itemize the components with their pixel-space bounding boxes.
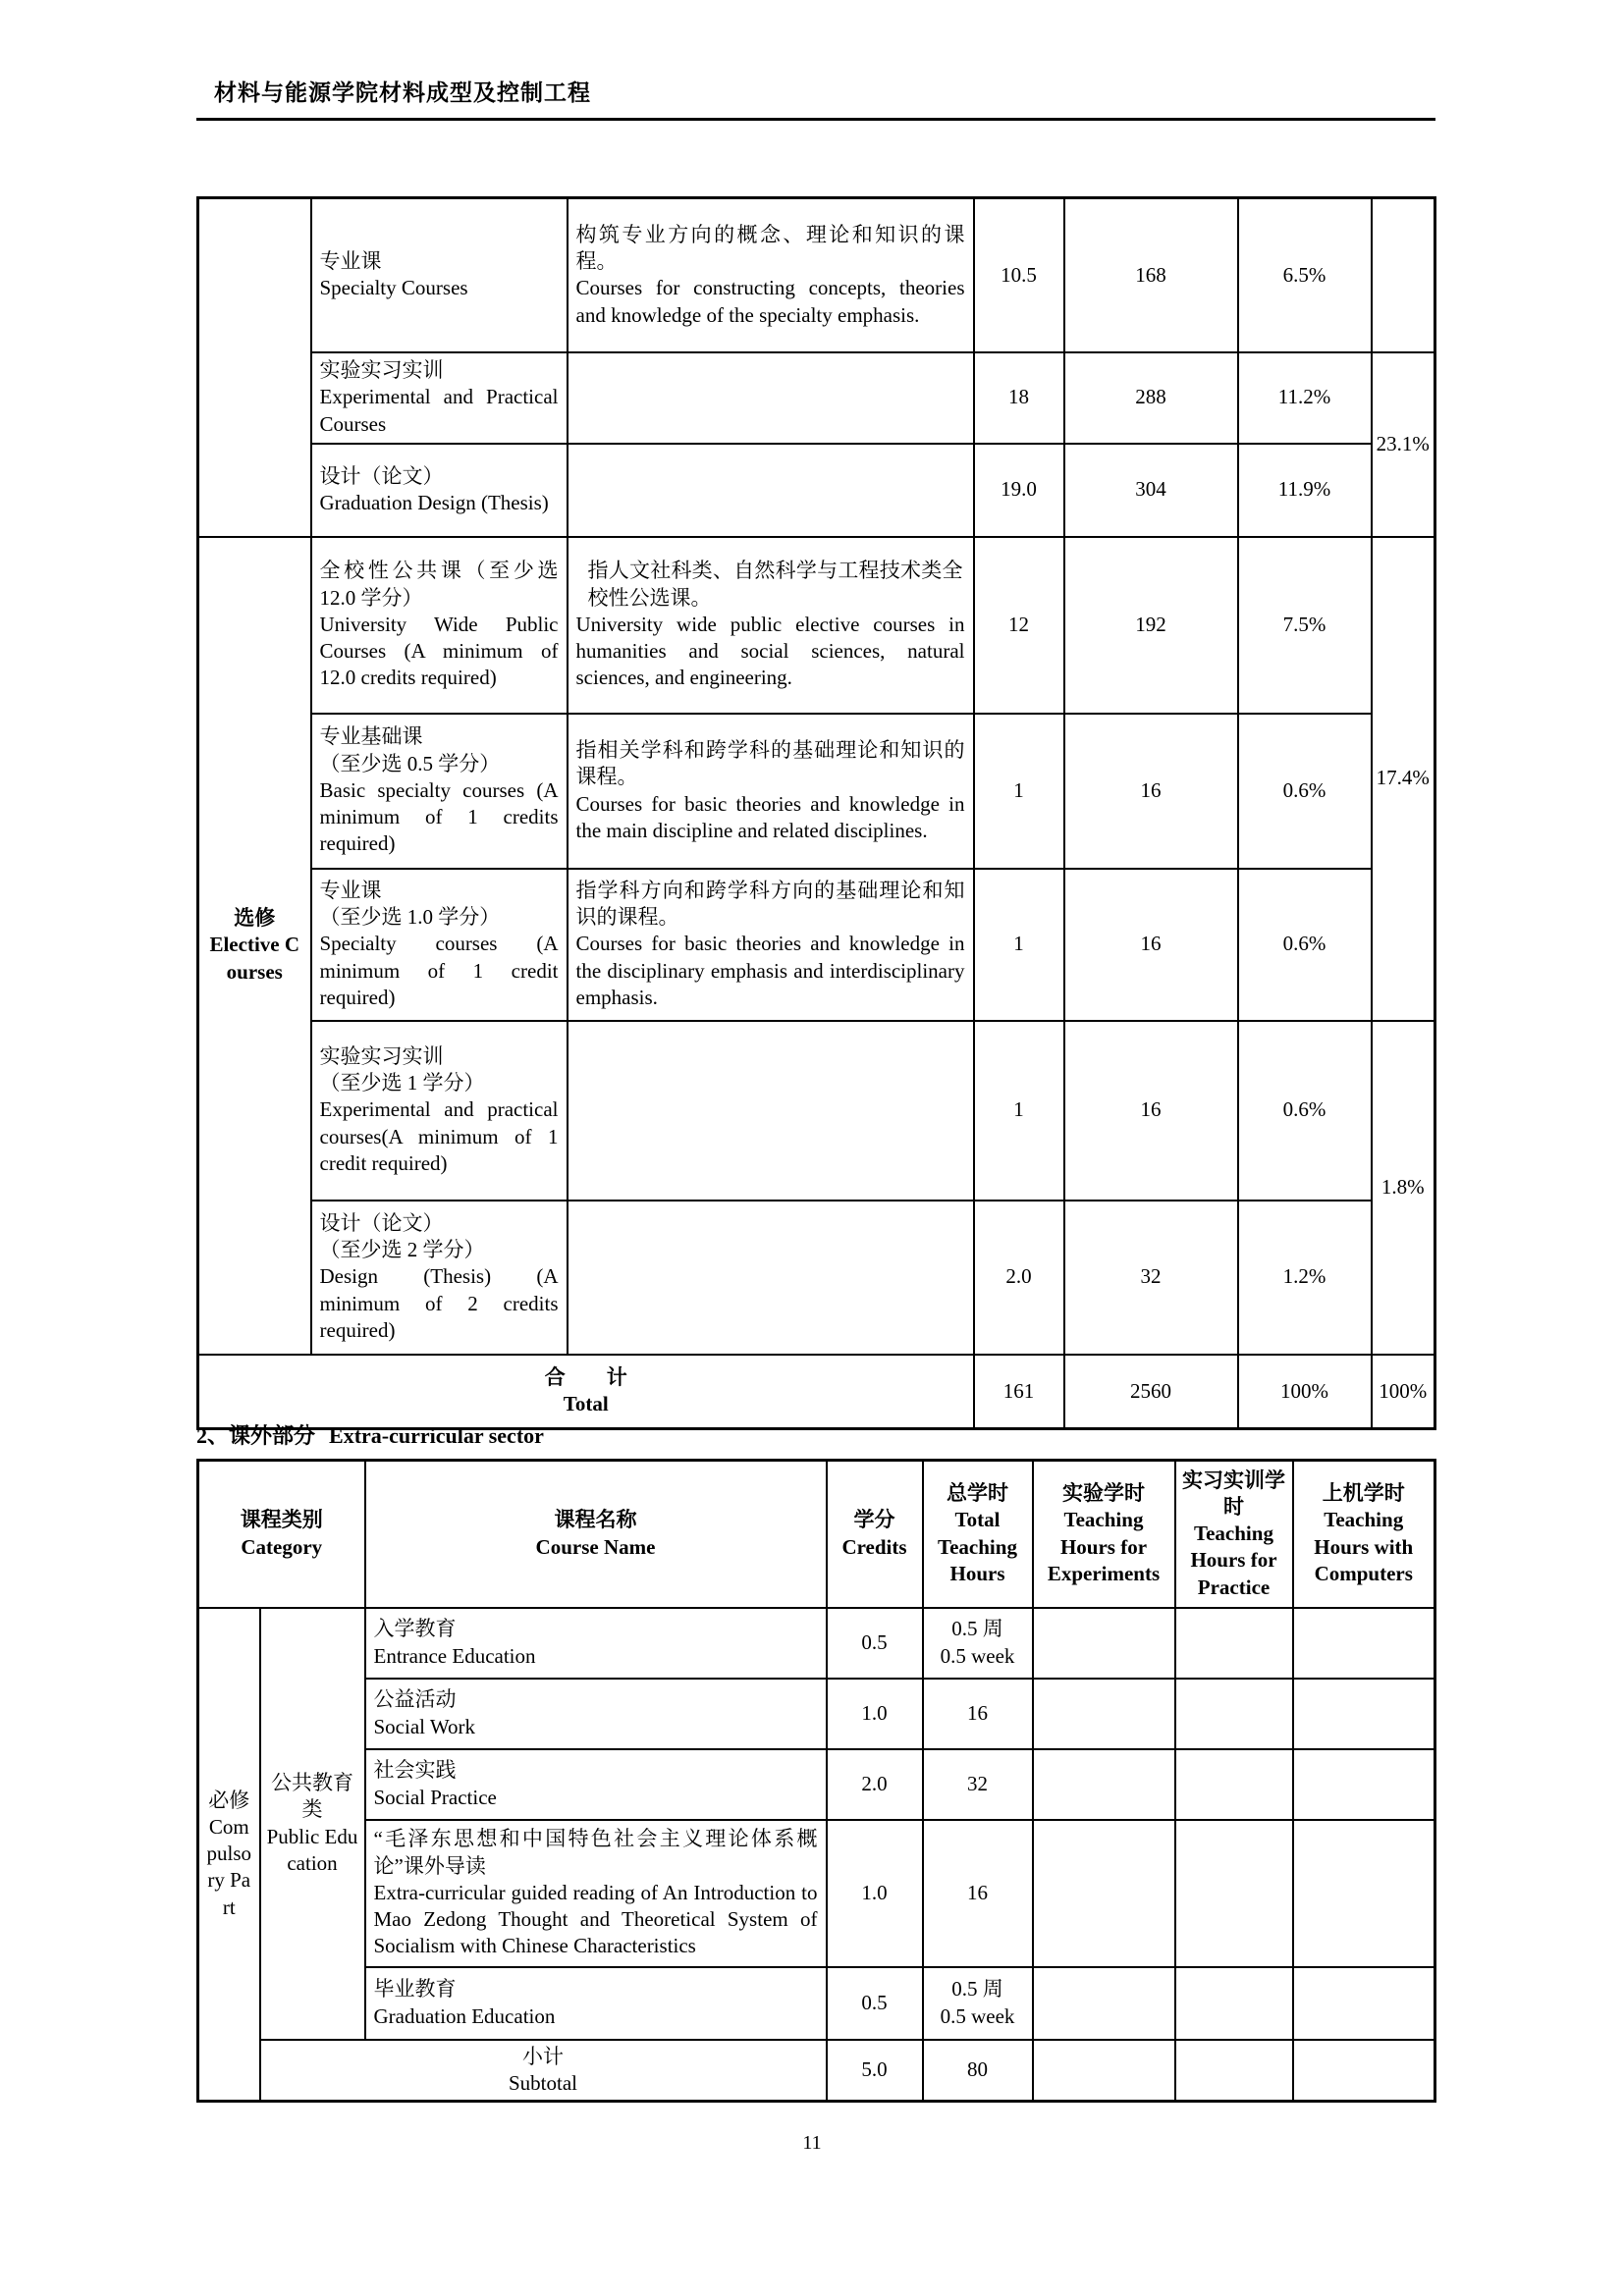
header-course-name-cell — [365, 1461, 827, 1608]
group-label-zh: 必修 — [208, 1788, 250, 1812]
table-row — [198, 1679, 1435, 1749]
description-zh: 指学科方向和跨学科方向的基础理论和知识的课程。 — [575, 878, 965, 930]
section-heading-en: Extra-curricular sector — [329, 1423, 544, 1448]
header-total-hours-cell — [923, 1461, 1033, 1608]
experiment-hours-cell-empty — [1033, 1820, 1175, 1967]
total-percent-cell: 100% — [1238, 1355, 1372, 1429]
practice-hours-cell-empty — [1175, 1967, 1293, 2040]
total-hours-cell: 2560 — [1064, 1355, 1238, 1429]
course-type-min: （至少选 1 学分） — [319, 1071, 485, 1095]
total-hours-cell: 16 — [923, 1679, 1033, 1749]
credits-cell: 1.0 — [827, 1679, 923, 1749]
description-cell — [568, 537, 974, 714]
course-type-en: Basic specialty courses (A minimum of 1 credits required) — [319, 777, 559, 856]
total-hours-cell — [923, 1608, 1033, 1679]
hours-line1: 0.5 周 — [951, 1977, 1003, 2002]
category-group-cell-compulsory — [198, 1608, 260, 2102]
hours-line2: 0.5 week — [940, 2003, 1015, 2028]
description-cell-empty — [568, 444, 974, 537]
subtotal-credits-cell: 5.0 — [827, 2040, 923, 2102]
percent-cell: 0.6% — [1238, 869, 1372, 1021]
header-en: Teaching Hours for Experiments — [1047, 1508, 1161, 1586]
course-en: Entrance Education — [373, 1643, 536, 1668]
page-header-title: 材料与能源学院材料成型及控制工程 — [214, 80, 591, 105]
header-credits-cell — [827, 1461, 923, 1608]
credits-cell: 10.5 — [974, 198, 1064, 352]
course-type-zh: 实验实习实训 — [319, 1043, 444, 1068]
header-practice-hours-cell — [1175, 1461, 1293, 1608]
subtotal-zh: 小计 — [522, 2044, 564, 2068]
description-cell — [568, 198, 974, 352]
header-zh: 上机学时 — [1322, 1481, 1405, 1506]
total-credits-cell: 161 — [974, 1355, 1064, 1429]
table-row — [198, 1608, 1435, 1679]
header-computer-hours-cell — [1293, 1461, 1435, 1608]
course-zh: 毕业教育 — [373, 1977, 457, 2002]
description-cell — [568, 869, 974, 1021]
course-name-cell — [365, 1679, 827, 1749]
header-zh: 实习实训学时 — [1182, 1468, 1285, 1519]
percent-cell: 0.6% — [1238, 1021, 1372, 1201]
course-type-zh: 设计（论文） — [319, 1210, 444, 1235]
course-type-en: Experimental and Practical Courses — [319, 385, 559, 436]
percent-cell: 6.5% — [1238, 198, 1372, 352]
course-type-en: Specialty courses (A minimum of 1 credit required) — [319, 932, 559, 1009]
course-type-zh: 专业课 — [319, 878, 382, 902]
description-cell-empty — [568, 1021, 974, 1201]
course-name-cell — [365, 1608, 827, 1679]
header-en: Teaching Hours for Practice — [1190, 1522, 1277, 1599]
course-type-zh: 实验实习实训 — [319, 358, 444, 383]
credits-cell: 0.5 — [827, 1967, 923, 2040]
header-row — [198, 1461, 1435, 1608]
course-type-zh: 全校性公共课（至少选 12.0 学分） — [319, 559, 559, 610]
header-en: Teaching Hours with Computers — [1314, 1508, 1414, 1586]
credits-cell: 1 — [974, 869, 1064, 1021]
subtotal-row — [198, 2040, 1435, 2102]
table-row — [198, 352, 1435, 444]
percent-cell: 7.5% — [1238, 537, 1372, 714]
experiment-hours-cell-empty — [1033, 1749, 1175, 1820]
total-label-en: Total — [563, 1392, 609, 1416]
description-en: Courses for basic theories and knowledge in the main discipline and related disciplines. — [575, 791, 965, 842]
extra-curricular-table — [196, 1459, 1436, 2103]
description-en: Courses for basic theories and knowledge in the disciplinary emphasis and interdisciplinary emphasis. — [575, 932, 965, 1009]
table-row — [198, 1820, 1435, 1967]
percent-cell: 1.2% — [1238, 1201, 1372, 1355]
description-en: Courses for constructing concepts, theories and knowledge of the specialty emphasis. — [575, 276, 965, 327]
table-row — [198, 537, 1435, 714]
computer-hours-cell-empty — [1293, 1608, 1435, 1679]
section-heading — [196, 1422, 544, 1451]
curricular-table — [196, 196, 1436, 1430]
page-number: 11 — [802, 2132, 822, 2154]
credits-cell: 2.0 — [974, 1201, 1064, 1355]
course-type-en: Specialty Courses — [319, 276, 468, 300]
hours-cell: 168 — [1064, 198, 1238, 352]
computer-hours-cell-empty — [1293, 1749, 1435, 1820]
category-group-cell-elective — [198, 537, 311, 1355]
course-name-cell — [365, 1820, 827, 1967]
computer-hours-cell-empty — [1293, 1679, 1435, 1749]
course-type-en: Design (Thesis) (A minimum of 2 credits required) — [319, 1264, 559, 1342]
course-type-cell — [311, 352, 568, 444]
hours-cell: 16 — [1064, 1021, 1238, 1201]
header-en: Credits — [841, 1534, 907, 1559]
course-type-min: （至少选 0.5 学分） — [319, 751, 501, 775]
practice-hours-cell-empty — [1175, 1608, 1293, 1679]
table-row — [198, 1967, 1435, 2040]
hours-cell: 32 — [1064, 1201, 1238, 1355]
group-label-en: Elective Courses — [209, 933, 300, 984]
course-type-min: （至少选 1.0 学分） — [319, 905, 501, 930]
hours-cell: 16 — [1064, 714, 1238, 869]
course-zh: “毛泽东思想和中国特色社会主义理论体系概论”课外导读 — [373, 1827, 818, 1878]
group-label-en: Compulsory Part — [206, 1814, 251, 1919]
description-zh: 指相关学科和跨学科的基础理论和知识的课程。 — [575, 737, 965, 789]
header-experiment-hours-cell — [1033, 1461, 1175, 1608]
credits-cell: 2.0 — [827, 1749, 923, 1820]
description-cell-empty — [568, 352, 974, 444]
hours-cell: 288 — [1064, 352, 1238, 444]
total-overall-percent-cell: 100% — [1372, 1355, 1435, 1429]
hours-cell: 16 — [1064, 869, 1238, 1021]
course-type-cell — [311, 714, 568, 869]
section-heading-zh: 2、课外部分 — [196, 1423, 316, 1448]
hours-cell: 304 — [1064, 444, 1238, 537]
group-percent-cell: 1.8% — [1372, 1021, 1435, 1355]
table-row — [198, 1749, 1435, 1820]
table-row — [198, 1201, 1435, 1355]
course-type-cell — [311, 1021, 568, 1201]
group-percent-cell: 23.1% — [1372, 352, 1435, 537]
practice-hours-cell-empty — [1175, 1679, 1293, 1749]
credits-cell: 1 — [974, 714, 1064, 869]
total-row — [198, 1355, 1435, 1429]
credits-cell: 1.0 — [827, 1820, 923, 1967]
course-type-en: Graduation Design (Thesis) — [319, 491, 549, 514]
subcategory-zh: 公共教育类 — [271, 1770, 353, 1822]
computer-hours-cell-empty — [1293, 1967, 1435, 2040]
course-type-cell — [311, 869, 568, 1021]
total-hours-cell: 16 — [923, 1820, 1033, 1967]
subcategory-cell-public-education — [260, 1608, 365, 2040]
description-en: University wide public elective courses in humanities and social sciences, natural sciences, and engineering. — [575, 612, 965, 690]
subtotal-hours-cell: 80 — [923, 2040, 1033, 2102]
course-type-cell — [311, 537, 568, 714]
header-zh: 课程名称 — [554, 1508, 637, 1532]
percent-cell: 11.2% — [1238, 352, 1372, 444]
table-row — [198, 869, 1435, 1021]
table-row — [198, 714, 1435, 869]
table-row — [198, 198, 1435, 352]
header-zh: 总学时 — [947, 1481, 1008, 1506]
description-cell — [568, 714, 974, 869]
credits-cell: 1 — [974, 1021, 1064, 1201]
table-row — [198, 444, 1435, 537]
header-category-cell — [198, 1461, 365, 1608]
hours-line2: 0.5 week — [940, 1643, 1015, 1668]
credits-cell: 19.0 — [974, 444, 1064, 537]
computer-hours-cell-empty — [1293, 2040, 1435, 2102]
credits-cell: 0.5 — [827, 1608, 923, 1679]
course-name-cell — [365, 1967, 827, 2040]
category-group-cell-empty — [198, 198, 311, 537]
course-zh: 公益活动 — [373, 1687, 457, 1712]
course-type-zh: 专业课 — [319, 248, 382, 273]
course-type-cell — [311, 1201, 568, 1355]
description-zh: 构筑专业方向的概念、理论和知识的课程。 — [575, 222, 965, 273]
group-percent-cell: 17.4% — [1372, 537, 1435, 1021]
course-type-cell — [311, 198, 568, 352]
subcategory-en: Public Education — [266, 1824, 358, 1875]
practice-hours-cell-empty — [1175, 1749, 1293, 1820]
header-zh: 实验学时 — [1062, 1481, 1145, 1506]
course-type-zh: 专业基础课 — [319, 724, 423, 749]
course-zh: 入学教育 — [373, 1617, 457, 1641]
page-header — [196, 79, 1435, 121]
header-en: Course Name — [535, 1534, 656, 1559]
header-en: Total Teaching Hours — [938, 1508, 1017, 1586]
course-en: Social Practice — [373, 1785, 497, 1809]
header-en: Category — [241, 1534, 323, 1559]
computer-hours-cell-empty — [1293, 1820, 1435, 1967]
group-percent-cell-empty — [1372, 198, 1435, 352]
practice-hours-cell-empty — [1175, 2040, 1293, 2102]
course-en: Extra-curricular guided reading of An Introduction to Mao Zedong Thought and Theoretical System of Socialism with Chinese Characteristics — [373, 1880, 818, 1958]
course-type-cell — [311, 444, 568, 537]
percent-cell: 11.9% — [1238, 444, 1372, 537]
total-hours-cell — [923, 1967, 1033, 2040]
header-zh: 学分 — [853, 1508, 895, 1532]
course-en: Graduation Education — [373, 2003, 556, 2028]
total-label-cell — [198, 1355, 974, 1429]
group-label-zh: 选修 — [234, 906, 276, 931]
course-name-cell — [365, 1749, 827, 1820]
course-type-en: University Wide Public Courses (A minimum of 12.0 credits required) — [319, 612, 559, 690]
credits-cell: 18 — [974, 352, 1064, 444]
course-type-zh: 设计（论文） — [319, 463, 444, 488]
practice-hours-cell-empty — [1175, 1820, 1293, 1967]
header-zh: 课程类别 — [240, 1508, 323, 1532]
percent-cell: 0.6% — [1238, 714, 1372, 869]
experiment-hours-cell-empty — [1033, 1967, 1175, 2040]
course-zh: 社会实践 — [373, 1758, 457, 1783]
subtotal-label-cell — [260, 2040, 827, 2102]
total-label-zh: 合 计 — [544, 1364, 627, 1389]
total-hours-cell: 32 — [923, 1749, 1033, 1820]
course-en: Social Work — [373, 1714, 475, 1738]
table-row — [198, 1021, 1435, 1201]
hours-line1: 0.5 周 — [951, 1617, 1003, 1641]
experiment-hours-cell-empty — [1033, 1608, 1175, 1679]
course-type-min: （至少选 2 学分） — [319, 1238, 485, 1262]
description-zh: 指人文社科类、自然科学与工程技术类全校性公选课。 — [587, 559, 963, 610]
description-cell-empty — [568, 1201, 974, 1355]
hours-cell: 192 — [1064, 537, 1238, 714]
course-type-en: Experimental and practical courses(A minimum of 1 credit required) — [319, 1097, 559, 1175]
experiment-hours-cell-empty — [1033, 1679, 1175, 1749]
subtotal-en: Subtotal — [508, 2070, 577, 2095]
credits-cell: 12 — [974, 537, 1064, 714]
experiment-hours-cell-empty — [1033, 2040, 1175, 2102]
